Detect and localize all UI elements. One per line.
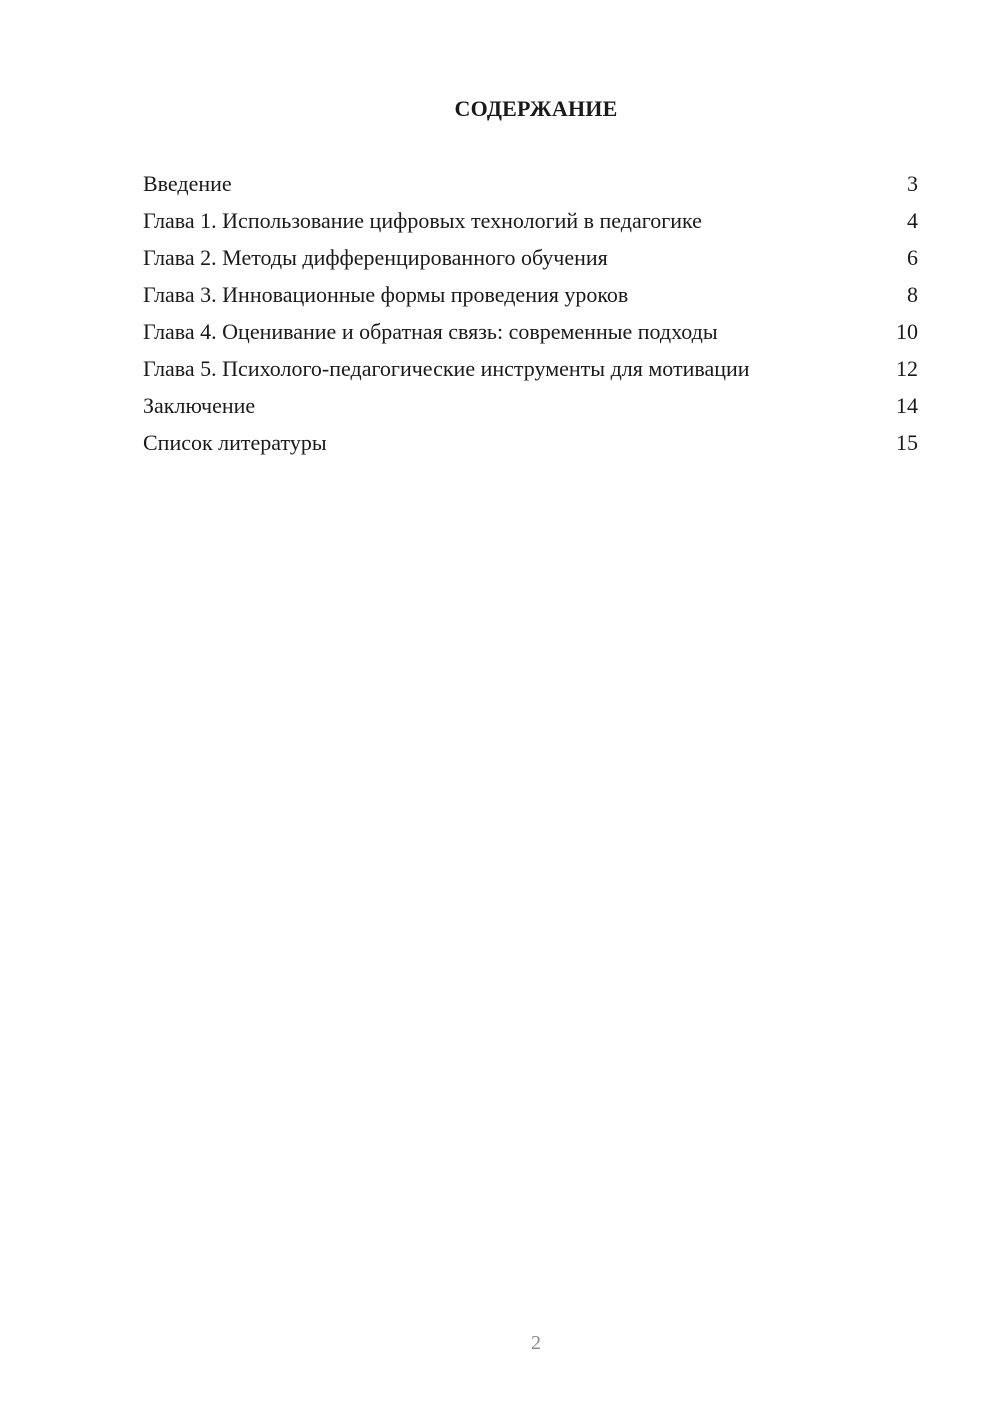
toc-entry-text: Список литературы xyxy=(143,430,327,455)
toc-entry-page: 10 xyxy=(896,319,918,344)
page-title: СОДЕРЖАНИЕ xyxy=(454,96,618,121)
toc-entry-references xyxy=(143,429,918,457)
toc-entry-chapter-4 xyxy=(143,318,918,346)
toc-entry-text: Заключение xyxy=(143,393,256,418)
toc-entry-conclusion xyxy=(143,392,918,420)
toc-entry-chapter-2 xyxy=(143,244,918,272)
toc-entry-page: 4 xyxy=(907,208,918,233)
toc-entry-page: 3 xyxy=(907,171,918,196)
toc-entry-chapter-5 xyxy=(143,355,918,383)
toc-entry-text: Глава 1. Использование цифровых технологий в педагогике xyxy=(143,208,702,233)
toc-entry-page: 6 xyxy=(907,245,918,270)
toc-entry-chapter-1 xyxy=(143,207,918,235)
toc-entry-text: Глава 4. Оценивание и обратная связь: современные подходы xyxy=(143,319,718,344)
table-of-contents xyxy=(143,170,918,466)
toc-entry-page: 14 xyxy=(896,393,918,418)
toc-entry-page: 8 xyxy=(907,282,918,307)
toc-entry-introduction xyxy=(143,170,918,198)
toc-entry-page: 12 xyxy=(896,356,918,381)
toc-entry-text: Глава 2. Методы дифференцированного обучения xyxy=(143,245,608,270)
toc-entry-text: Введение xyxy=(143,171,232,196)
toc-entry-page: 15 xyxy=(896,430,918,455)
toc-entry-chapter-3 xyxy=(143,281,918,309)
page-number: 2 xyxy=(531,1332,541,1354)
toc-entry-text: Глава 3. Инновационные формы проведения уроков xyxy=(143,282,629,307)
toc-entry-text: Глава 5. Психолого-педагогические инструменты для мотивации xyxy=(143,356,750,381)
